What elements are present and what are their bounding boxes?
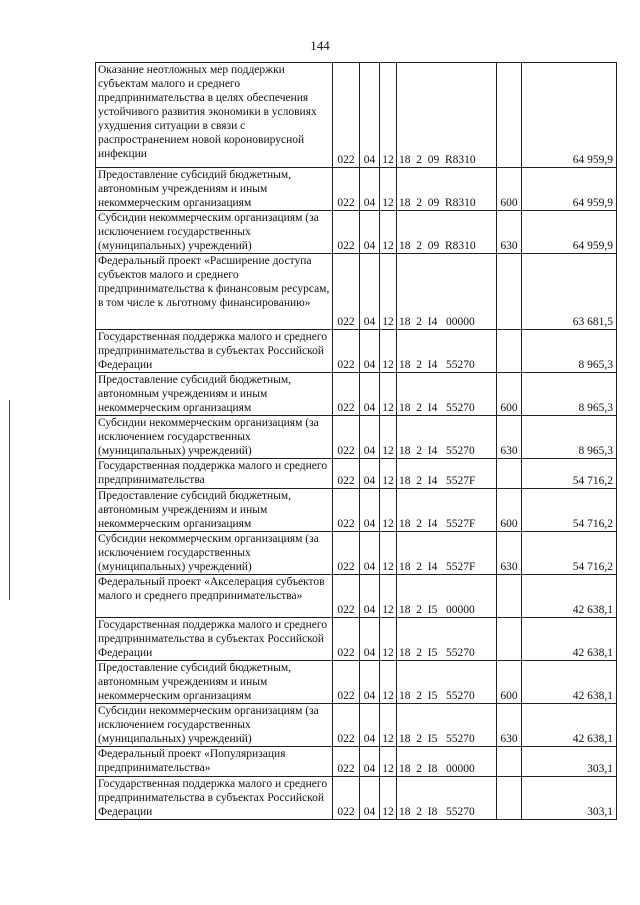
cell-amount: 54 716,2 <box>522 459 617 489</box>
cell-grbs: 022 <box>333 575 360 618</box>
cell-rz: 04 <box>360 532 380 575</box>
cell-pr: 12 <box>380 575 397 618</box>
cell-name: Государственная поддержка малого и среднего предпринимательства <box>96 459 333 489</box>
cell-grbs: 022 <box>333 330 360 373</box>
cell-expense-type: 600 <box>497 661 522 704</box>
table-row <box>96 489 617 532</box>
cell-target-article: 18 2 I5 55270 <box>397 704 497 747</box>
cell-expense-type <box>497 777 522 820</box>
cell-rz: 04 <box>360 489 380 532</box>
cell-expense-type: 600 <box>497 489 522 532</box>
table-row <box>96 704 617 747</box>
cell-rz: 04 <box>360 254 380 330</box>
table-row <box>96 254 617 330</box>
cell-rz: 04 <box>360 416 380 459</box>
cell-name: Субсидии некоммерческим организациям (за исключением государственных (муниципальных) учреждений) <box>96 211 333 254</box>
budget-table <box>95 62 617 820</box>
cell-pr: 12 <box>380 459 397 489</box>
cell-grbs: 022 <box>333 416 360 459</box>
cell-name: Государственная поддержка малого и среднего предпринимательства в субъектах Российской Федерации <box>96 330 333 373</box>
table-row <box>96 575 617 618</box>
cell-amount: 64 959,9 <box>522 63 617 168</box>
table-row <box>96 373 617 416</box>
cell-grbs: 022 <box>333 704 360 747</box>
cell-grbs: 022 <box>333 63 360 168</box>
cell-pr: 12 <box>380 168 397 211</box>
cell-amount: 8 965,3 <box>522 330 617 373</box>
cell-pr: 12 <box>380 661 397 704</box>
cell-expense-type <box>497 618 522 661</box>
cell-expense-type: 630 <box>497 416 522 459</box>
cell-amount: 8 965,3 <box>522 373 617 416</box>
cell-target-article: 18 2 I4 5527F <box>397 532 497 575</box>
cell-amount: 64 959,9 <box>522 211 617 254</box>
cell-grbs: 022 <box>333 254 360 330</box>
table-row <box>96 777 617 820</box>
cell-pr: 12 <box>380 532 397 575</box>
table-row <box>96 459 617 489</box>
cell-name: Предоставление субсидий бюджетным, автономным учреждениям и иным некоммерческим организациям <box>96 489 333 532</box>
cell-name: Субсидии некоммерческим организациям (за исключением государственных (муниципальных) учреждений) <box>96 704 333 747</box>
table-row <box>96 416 617 459</box>
cell-target-article: 18 2 I5 00000 <box>397 575 497 618</box>
cell-grbs: 022 <box>333 532 360 575</box>
cell-name: Государственная поддержка малого и среднего предпринимательства в субъектах Российской Федерации <box>96 618 333 661</box>
cell-name: Предоставление субсидий бюджетным, автономным учреждениям и иным некоммерческим организациям <box>96 373 333 416</box>
cell-target-article: 18 2 09 R8310 <box>397 63 497 168</box>
cell-target-article: 18 2 I4 00000 <box>397 254 497 330</box>
cell-expense-type <box>497 747 522 777</box>
cell-pr: 12 <box>380 777 397 820</box>
cell-amount: 42 638,1 <box>522 661 617 704</box>
cell-target-article: 18 2 I4 5527F <box>397 489 497 532</box>
cell-grbs: 022 <box>333 211 360 254</box>
cell-expense-type <box>497 254 522 330</box>
cell-grbs: 022 <box>333 661 360 704</box>
cell-expense-type: 630 <box>497 532 522 575</box>
cell-target-article: 18 2 09 R8310 <box>397 211 497 254</box>
table-row <box>96 168 617 211</box>
cell-target-article: 18 2 I8 00000 <box>397 747 497 777</box>
cell-rz: 04 <box>360 211 380 254</box>
cell-expense-type: 630 <box>497 704 522 747</box>
cell-amount: 64 959,9 <box>522 168 617 211</box>
cell-rz: 04 <box>360 575 380 618</box>
cell-name: Федеральный проект «Популяризация предпринимательства» <box>96 747 333 777</box>
cell-target-article: 18 2 09 R8310 <box>397 168 497 211</box>
cell-amount: 42 638,1 <box>522 704 617 747</box>
cell-pr: 12 <box>380 254 397 330</box>
cell-amount: 42 638,1 <box>522 575 617 618</box>
cell-amount: 303,1 <box>522 777 617 820</box>
table-row <box>96 618 617 661</box>
table-row <box>96 211 617 254</box>
cell-name: Предоставление субсидий бюджетным, автономным учреждениям и иным некоммерческим организациям <box>96 168 333 211</box>
cell-amount: 8 965,3 <box>522 416 617 459</box>
cell-target-article: 18 2 I8 55270 <box>397 777 497 820</box>
cell-grbs: 022 <box>333 747 360 777</box>
cell-grbs: 022 <box>333 459 360 489</box>
cell-rz: 04 <box>360 704 380 747</box>
table-row <box>96 532 617 575</box>
cell-target-article: 18 2 I5 55270 <box>397 661 497 704</box>
cell-rz: 04 <box>360 661 380 704</box>
cell-pr: 12 <box>380 704 397 747</box>
cell-target-article: 18 2 I5 55270 <box>397 618 497 661</box>
cell-name: Оказание неотложных мер поддержки субъектам малого и среднего предпринимательства в целях обеспечения устойчивого развития экономики в условиях ухудшения ситуации в связи с распространением новой короновирусной инфекции <box>96 63 333 168</box>
cell-expense-type <box>497 575 522 618</box>
cell-target-article: 18 2 I4 55270 <box>397 330 497 373</box>
cell-pr: 12 <box>380 211 397 254</box>
cell-pr: 12 <box>380 330 397 373</box>
cell-expense-type: 600 <box>497 373 522 416</box>
table-row <box>96 747 617 777</box>
cell-target-article: 18 2 I4 55270 <box>397 373 497 416</box>
table-row <box>96 661 617 704</box>
cell-amount: 303,1 <box>522 747 617 777</box>
cell-name: Федеральный проект «Расширение доступа субъектов малого и среднего предпринимательства к финансовым ресурсам, в том числе к льготному финансированию» <box>96 254 333 330</box>
cell-expense-type <box>497 63 522 168</box>
cell-rz: 04 <box>360 459 380 489</box>
cell-pr: 12 <box>380 489 397 532</box>
cell-name: Федеральный проект «Акселерация субъектов малого и среднего предпринимательства» <box>96 575 333 618</box>
cell-rz: 04 <box>360 618 380 661</box>
cell-expense-type <box>497 330 522 373</box>
cell-grbs: 022 <box>333 489 360 532</box>
cell-rz: 04 <box>360 777 380 820</box>
table-row <box>96 330 617 373</box>
cell-target-article: 18 2 I4 5527F <box>397 459 497 489</box>
table-body <box>96 63 617 820</box>
cell-amount: 54 716,2 <box>522 532 617 575</box>
cell-rz: 04 <box>360 63 380 168</box>
cell-rz: 04 <box>360 373 380 416</box>
margin-line <box>9 400 10 600</box>
table-row <box>96 63 617 168</box>
cell-expense-type: 630 <box>497 211 522 254</box>
cell-grbs: 022 <box>333 618 360 661</box>
cell-expense-type: 600 <box>497 168 522 211</box>
cell-grbs: 022 <box>333 777 360 820</box>
cell-expense-type <box>497 459 522 489</box>
cell-name: Субсидии некоммерческим организациям (за исключением государственных (муниципальных) учреждений) <box>96 416 333 459</box>
cell-pr: 12 <box>380 747 397 777</box>
cell-name: Государственная поддержка малого и среднего предпринимательства в субъектах Российской Федерации <box>96 777 333 820</box>
cell-amount: 42 638,1 <box>522 618 617 661</box>
cell-grbs: 022 <box>333 168 360 211</box>
cell-amount: 63 681,5 <box>522 254 617 330</box>
cell-name: Предоставление субсидий бюджетным, автономным учреждениям и иным некоммерческим организациям <box>96 661 333 704</box>
cell-grbs: 022 <box>333 373 360 416</box>
cell-pr: 12 <box>380 63 397 168</box>
cell-pr: 12 <box>380 416 397 459</box>
cell-rz: 04 <box>360 168 380 211</box>
cell-name: Субсидии некоммерческим организациям (за исключением государственных (муниципальных) учреждений) <box>96 532 333 575</box>
cell-rz: 04 <box>360 330 380 373</box>
cell-pr: 12 <box>380 618 397 661</box>
cell-target-article: 18 2 I4 55270 <box>397 416 497 459</box>
cell-rz: 04 <box>360 747 380 777</box>
cell-amount: 54 716,2 <box>522 489 617 532</box>
page-number: 144 <box>310 38 330 53</box>
cell-pr: 12 <box>380 373 397 416</box>
